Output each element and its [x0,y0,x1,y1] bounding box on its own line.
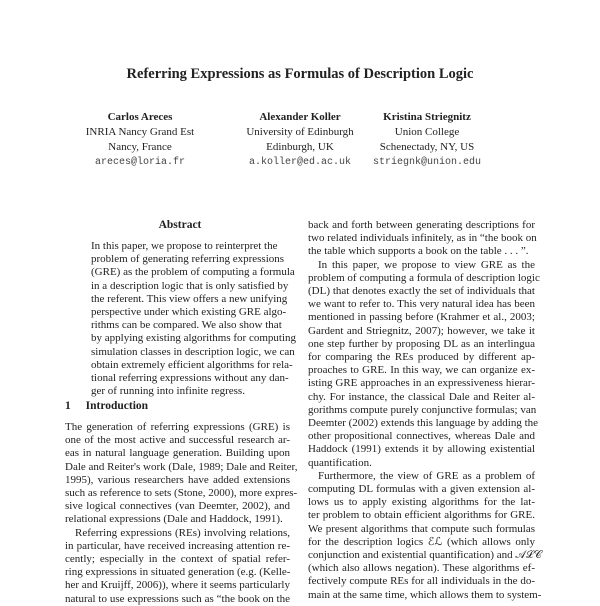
abstract-heading: Abstract [158,219,202,231]
intro-text-line: in particular, have received increasing attention re- [65,539,290,552]
abstract-text-line: obtain extremely efficient algorithms for rela- [91,358,293,371]
body-text-line: Deemter (2002) extends this language by adding the [308,417,539,429]
abstract-text-line: (GRE) as the problem of computing a formula [91,266,295,279]
abstract-text-line: In this paper, we propose to reinterpret the [91,240,278,252]
author-email: a.koller@ed.ac.uk [248,157,352,168]
author-location: Edinburgh, UK [266,141,334,153]
section-title: Introduction [85,400,149,412]
intro-text-line: sive logical connectives (van Deemter, 2002), and [65,500,290,513]
body-text-line: conjunction and existential quantification) and 𝒜ℒ𝒞 [308,549,542,561]
body-text-line: chy. For instance, the classical Dale and Reiter al- [308,390,535,403]
body-text-line: Furthermore, the view of GRE as a problem of [318,469,535,482]
body-text-line: computing DL formulas with a given extension al- [308,483,535,495]
section-number: 1 [65,400,71,412]
author-name: Carlos Areces [107,111,173,123]
body-text-line: quantification. [308,456,372,469]
author-name: Alexander Koller [259,111,341,123]
body-text-line: ter problem to obtain efficient algorithms for GRE. [308,509,535,522]
intro-text-line: relational expressions (Dale and Haddock, 1991). [65,513,283,526]
section-heading-introduction [65,400,148,412]
abstract-text-line: by applying existing algorithms for computing [91,332,297,345]
body-text-line: other propositional connectives, whereas Dale and [308,430,535,443]
body-text-line: problem of computing a formula of description logic [308,271,540,284]
author-block-areces [50,110,230,170]
body-text-line: the table which supports a book on the table . . . ”. [308,245,529,258]
abstract-text-line: in a description logic that is only satisfied by [91,279,289,292]
author-location: Nancy, France [108,141,172,153]
author-block-striegnitz [337,110,517,170]
intro-text-line: natural to use expressions such as “the book on the [65,592,290,605]
intro-text-line: one of the most active and successful research ar- [65,434,290,447]
abstract-text-line: problem of generating referring expressions [91,253,285,266]
body-text-line: for the description logics ℰℒ (which allows only [308,535,535,548]
abstract-text-line: perspective under which existing GRE algo- [91,306,287,318]
intro-text-line: Dale and Reiter's work (Dale, 1989; Dale and Reiter, [65,460,298,473]
intro-text-line: eas in natural language generation. Building upon [65,447,290,460]
body-text-line: (DL) that denotes exactly the set of individuals that [308,285,535,297]
body-text-line: one step further by proposing DL as an interlingua [308,337,535,350]
body-text-line: isting GRE approaches in an expressiveness hierar- [308,377,535,390]
body-text-line: mentioned in passing before (Krahmer et al., 2003; [308,311,535,324]
body-text-line: two related individuals infinitely, as in “the book on [308,232,537,245]
author-affiliation: University of Edinburgh [246,126,354,138]
author-affiliation: INRIA Nancy Grand Est [85,126,195,138]
body-text-line: main at the same time, which allows them to system- [308,588,542,601]
body-text-line: gorithms compute purely conjunctive formulas; van [308,403,537,416]
author-location: Schenectady, NY, US [379,141,475,153]
intro-text-line: such as reference to sets (Stone, 2000), more expres- [65,487,298,499]
body-text-line: Gardent and Striegnitz, 2007); however, we take it [308,324,535,337]
abstract-text-line: ger of running into infinite regress. [91,385,245,398]
body-text-line: We present algorithms that compute such formulas [308,522,535,535]
body-text-line: In this paper, we propose to view GRE as the [318,258,535,271]
body-text-line: proaches to GRE. In this way, we can organize ex- [308,364,535,377]
body-text-line: lows us to apply existing algorithms for the lat- [308,496,535,509]
author-email: striegnk@union.edu [372,157,482,168]
intro-text-line: cently; especially in the context of spatial refer- [65,553,290,565]
intro-text-line: her and Kruijff, 2006)), where it seems particularly [65,579,290,592]
body-text-line: for comparing the REs produced by different ap- [308,351,535,363]
body-text-line: we want to refer to. This very natural idea has been [308,298,535,311]
paper-title: Referring Expressions as Formulas of Description Logic [126,66,474,82]
intro-text-line: The generation of referring expressions (GRE) is [65,421,290,433]
abstract-text-line: simulation classes in description logic, we can [91,345,295,358]
author-name: Kristina Striegnitz [383,111,471,123]
intro-text-line: Referring expressions (REs) involving relations, [75,526,290,539]
intro-text-line: 1995), various researchers have added extensions [65,473,290,486]
abstract-text-line: rithms can be compared. We also show that [91,319,282,332]
body-text-line: Haddock (1991) extends it by allowing existential [308,443,535,456]
author-affiliation: Union College [394,126,460,138]
author-email: areces@loria.fr [94,157,185,168]
intro-text-line: ring expressions in situated generation (e.g. (Kelle- [65,566,291,579]
abstract-text-line: the referent. This view offers a new unifying [91,292,288,305]
body-text-line: back and forth between generating descriptions for [308,219,535,231]
abstract-text-line: tional referring expressions without any dan- [91,372,289,384]
body-text-line: fectively compute REs for all individuals in the do- [308,575,535,588]
body-text-line: (which also allows negation). These algorithms ef- [308,562,535,575]
